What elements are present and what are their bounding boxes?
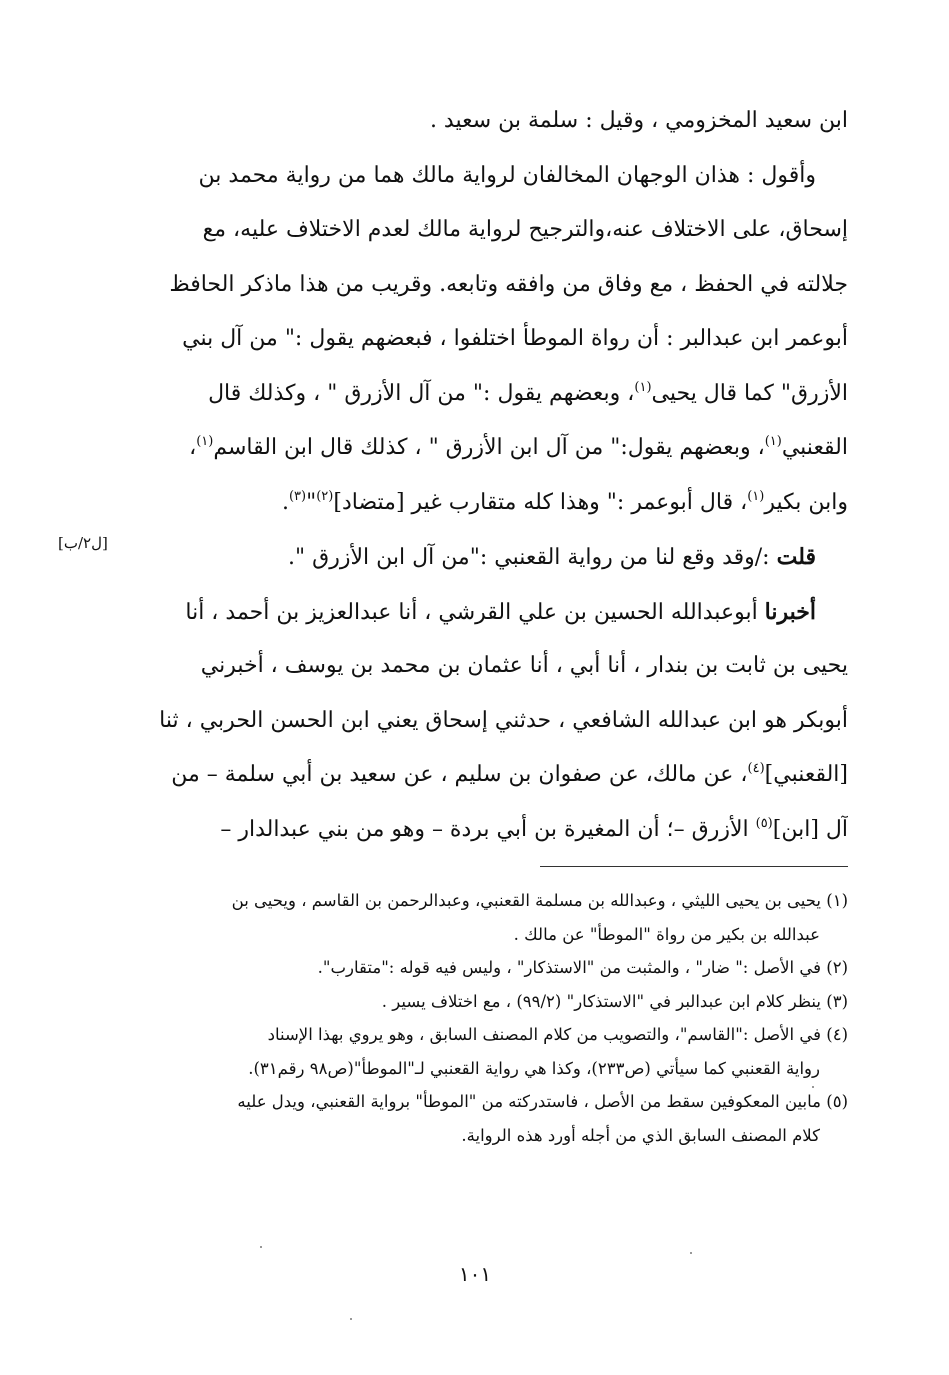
text-line-10: [138, 585, 848, 640]
scan-speck: [350, 1318, 352, 1320]
footnote-5-continued: كلام المصنف السابق الذي من أجله أورد هذه الرواية.: [461, 1125, 820, 1145]
text-span: [القعنبي]: [764, 762, 848, 787]
scan-speck: [690, 1252, 692, 1254]
footnote-5: (٥) مابين المعكوفين سقط من الأصل ، فاستدركته من "الموطأ" برواية القعنبي، ويدل عليه: [237, 1092, 848, 1111]
text-span: ابن سعيد المخزومي ، وقيل : سلمة بن سعيد .: [429, 108, 848, 133]
text-span: أبوعمر ابن عبدالبر : أن رواة الموطأ اختلفوا ، فبعضهم يقول :" من آل بني: [182, 326, 848, 351]
text-span: وابن بكير: [764, 489, 848, 515]
footnote-ref: (٤): [747, 761, 765, 776]
text-line-8: [138, 476, 848, 531]
text-line-2: [138, 149, 848, 204]
text-span: وأقول : هذان الوجهان المخالفان لرواية مالك هما من رواية محمد بن: [198, 162, 816, 188]
footnote-divider: [540, 866, 848, 867]
main-text: [138, 94, 848, 857]
text-line-11: [138, 639, 848, 694]
text-span: يحيى بن ثابت بن بندار ، أنا أبي ، أنا عثمان بن محمد بن يوسف ، أخبرني: [200, 653, 848, 678]
text-line-3: [138, 203, 848, 258]
text-line-5: [138, 312, 848, 367]
footnote-ref: (١): [747, 488, 765, 504]
text-span: ، عن مالك، عن صفوان بن سليم ، عن سعيد بن أبي سلمة – من: [171, 762, 748, 787]
manuscript-folio-note: [ل٢/ب]: [58, 534, 108, 552]
text-line-13: [138, 748, 848, 803]
footnote-3: (٣) ينظر كلام ابن عبدالبر في "الاستذكار" (٩٩/٢) ، مع اختلاف يسير .: [381, 991, 848, 1011]
footnote-ref: (٥): [755, 815, 773, 831]
text-span: ، وبعضهم يقول :" من آل الأزرق " ، وكذلك قال: [208, 380, 635, 406]
text-line-14: [138, 803, 848, 858]
footnote-4: (٤) في الأصل :"القاسم"، والتصويب من كلام المصنف السابق ، وهو يروي بهذا الإسناد: [267, 1025, 848, 1044]
text-span: أبوعبدالله الحسين بن علي القرشي ، أنا عبدالعزيز بن أحمد ، أنا: [185, 599, 765, 625]
text-line-9: [138, 530, 848, 585]
text-span: آل [ابن]: [772, 816, 848, 842]
page-number: ١٠١: [458, 1262, 492, 1286]
text-span: أبوبكر هو ابن عبدالله الشافعي ، حدثني إسحاق يعني ابن الحسن الحربي ، ثنا: [159, 707, 848, 733]
text-span: ،: [189, 435, 197, 460]
footnote-1: (١) يحيى بن يحيى الليثي ، وعبدالله بن مسلمة القعنبي، وعبدالرحمن بن القاسم ، ويحيى بن: [231, 891, 848, 910]
text-span: .: [281, 489, 289, 515]
text-span: ، وبعضهم يقول:" من آل ابن الأزرق " ، كذلك قال ابن القاسم: [213, 435, 765, 460]
footnote-ref: (١): [634, 379, 652, 395]
footnote-ref: (١): [764, 434, 782, 449]
footnotes: [138, 884, 848, 1152]
scan-speck: [260, 1246, 262, 1248]
scan-speck: [812, 1086, 814, 1088]
text-line-4: [138, 258, 848, 313]
text-span: الأزرق –؛ أن المغيرة بن أبي بردة – وهو من بني عبدالدار –: [220, 816, 756, 842]
text-span: القعنبي: [781, 435, 848, 460]
footnote-ref: (٣): [288, 488, 307, 504]
text-span: :/وقد وقع لنا من رواية القعنبي :"من آل ابن الأزرق ".: [288, 545, 777, 570]
text-line-1: [138, 94, 848, 149]
text-span: ، قال أبوعمر :" وهذا كله متقارب غير [متضاد]: [333, 489, 748, 515]
text-line-12: [138, 694, 848, 749]
footnote-1-continued: عبدالله بن بكير من رواة "الموطأ" عن مالك .: [513, 924, 820, 944]
footnote-4-continued: رواية القعنبي كما سيأتي (ص٢٣٣)، وكذا هي رواية القعنبي لـ"الموطأ"(ص٩٨ رقم٣١).: [248, 1058, 820, 1078]
text-span: الأزرق" كما قال يحيى: [651, 380, 848, 406]
footnote-ref: (١): [196, 434, 214, 449]
text-span: جلالته في الحفظ ، مع وفاق من وافقه وتابعه. وقريب من هذا ماذكر الحافظ: [169, 271, 848, 297]
bold-lead-word: أخبرنا: [764, 598, 816, 625]
footnote-ref: (٢): [316, 488, 334, 504]
text-span: ": [306, 489, 317, 515]
bold-lead-word: قلت: [776, 544, 816, 570]
text-line-7: [138, 421, 848, 476]
text-line-6: [138, 367, 848, 422]
text-span: إسحاق، على الاختلاف عنه،والترجيح لرواية مالك لعدم الاختلاف عليه، مع: [202, 217, 848, 242]
footnote-2: (٢) في الأصل :" ضار" ، والمثبت من "الاستذكار" ، وليس فيه قوله :"متقارب".: [317, 958, 848, 977]
